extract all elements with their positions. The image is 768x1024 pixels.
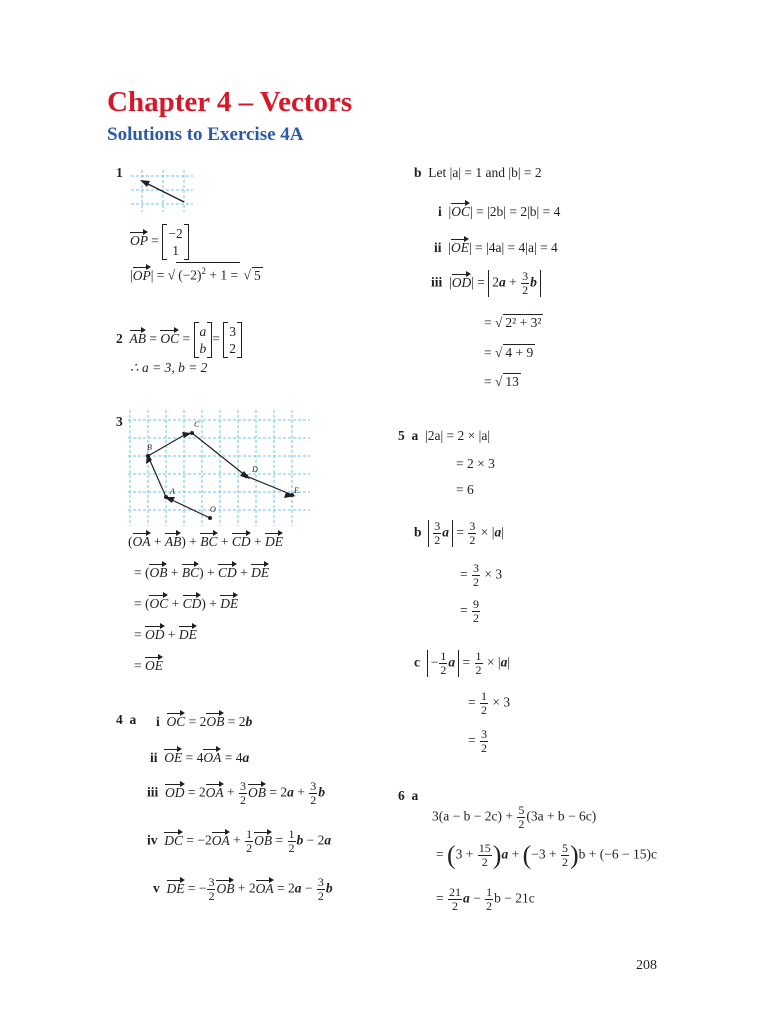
- q3-line5: = OE: [134, 658, 163, 673]
- q5a-line3: = 6: [456, 482, 474, 497]
- q6-line3: = $\frac{21}{2}$ a − $\frac{1}{2}$ b − 21c: [436, 885, 535, 913]
- q2-conclusion: ∴ a = 3, b = 2: [130, 360, 208, 375]
- svg-text:C: C: [194, 420, 200, 429]
- q4-label: 4 a: [116, 712, 137, 727]
- q3-line2: = (OB + BC) + CD + DE: [134, 565, 270, 580]
- q5a-line1: 5 a |2a| = 2 × |a|: [398, 428, 491, 443]
- svg-text:O: O: [210, 505, 216, 514]
- svg-text:A: A: [170, 487, 175, 496]
- q2-line: 2 AB = OC = a b= 3 2: [116, 322, 242, 358]
- page-number: 208: [636, 958, 657, 973]
- q6-line1: 3(a − b − 2c) + $\frac{5}{2}$ (3a + b − 6c): [432, 803, 597, 831]
- q3-polygon-figure: [126, 408, 312, 528]
- q4b-root1: = √ 2² + 3²: [484, 315, 542, 330]
- q5b-line2: = $\frac{3}{2}$ × 3: [460, 561, 503, 589]
- q1-number: 1: [116, 165, 123, 180]
- q6-line2: = (3 + $\frac{15}{2}$ )a + (−3 + $\frac{5}{2}$ )b + (−6 − 15)c: [436, 840, 657, 870]
- q4a-iv: iv DC = −2OA + $\frac{1}{2}$ OB = $\frac{1}{2}$ b − 2a: [147, 827, 332, 855]
- q4a-ii: ii OE = 4OA = 4a: [150, 750, 250, 765]
- q5b-line3: = $\frac{9}{2}$: [460, 597, 479, 625]
- q4a-iii: iii OD = 2OA + $\frac{3}{2}$ OB = 2a + $\frac{3}{2}$ b: [147, 779, 326, 807]
- q4a-v: v DE = − $\frac{3}{2}$ OB + 2OA = 2a − $\frac{3}{2}$ b: [153, 875, 333, 903]
- chapter-title: Chapter 4 – Vectors: [107, 86, 353, 118]
- svg-text:D: D: [252, 465, 258, 474]
- q5c-line2: = $\frac{1}{2}$ × 3: [468, 689, 511, 717]
- q1-magnitude-line: |OP| = √ $(-2)^2 + 1$ = √ 5: [130, 262, 263, 284]
- q3-number: 3: [116, 414, 123, 429]
- q3-line1: (OA + AB) + BC + CD + DE: [128, 534, 284, 549]
- q6-label: 6 a: [398, 788, 419, 803]
- q1-grid-figure: [128, 168, 196, 214]
- q4b-iii: iii |OD| = 2a + $\frac{3}{2}$ b: [431, 270, 541, 297]
- svg-text:B: B: [147, 443, 152, 452]
- q4a-i: i OC = 2OB = 2b: [156, 714, 253, 729]
- svg-text:E: E: [294, 486, 299, 495]
- q1-op-line: OP = −2 1: [130, 224, 189, 260]
- q4b-given: b Let |a| = 1 and |b| = 2: [414, 165, 542, 180]
- exercise-title: Solutions to Exercise 4A: [107, 124, 304, 145]
- q5b-line1: b $\frac{3}{2}$ a = $\frac{3}{2}$ × |a|: [414, 519, 504, 547]
- q5c-line3: = $\frac{3}{2}$: [468, 727, 487, 755]
- q3-line4: = OD + DE: [134, 627, 197, 642]
- q5a-line2: = 2 × 3: [456, 456, 495, 471]
- q4b-root2: = √ 4 + 9: [484, 345, 534, 360]
- q4b-root3: = √ 13: [484, 374, 519, 389]
- q4b-i: i |OC| = |2b| = 2|b| = 4: [438, 204, 561, 219]
- q4b-ii: ii |OE| = |4a| = 4|a| = 4: [434, 240, 558, 255]
- q3-line3: = (OC + CD) + DE: [134, 596, 239, 611]
- q5c-line1: c − $\frac{1}{2}$ a = $\frac{1}{2}$ × |a|: [414, 649, 511, 677]
